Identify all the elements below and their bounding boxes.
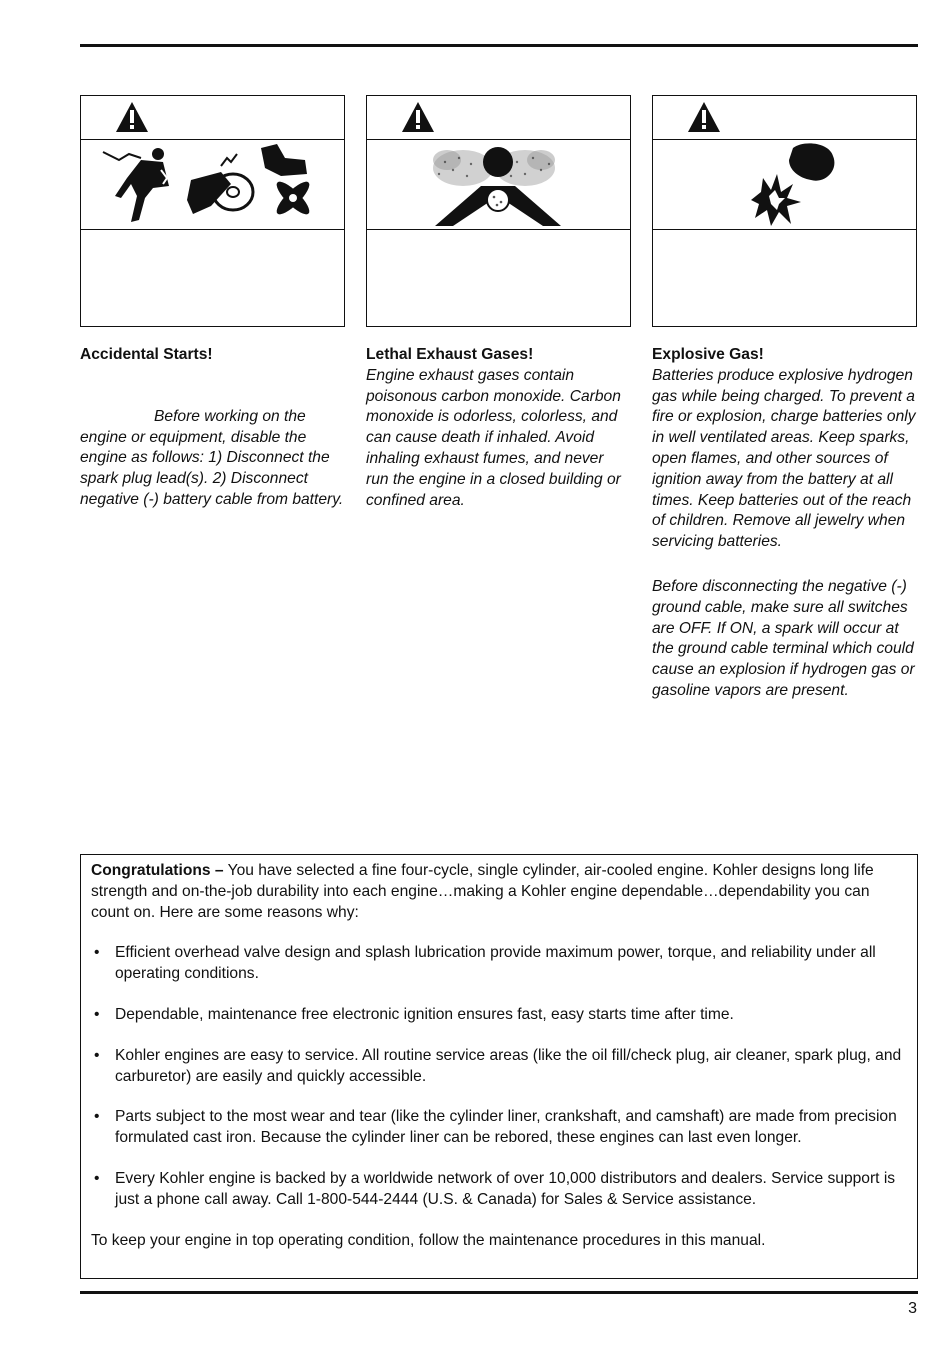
- congratulations-lead: Congratulations –: [91, 862, 224, 879]
- list-item: [91, 1169, 907, 1211]
- page-number: 3: [908, 1300, 917, 1317]
- warning-box-accidental-starts: [80, 95, 345, 327]
- bullet: •: [94, 944, 100, 962]
- top-rule: [80, 44, 918, 47]
- explosion-icon: [653, 140, 915, 229]
- congratulations-intro: [91, 861, 907, 923]
- list-item: [91, 943, 907, 985]
- warning-triangle-icon: [687, 101, 721, 133]
- warning-body: Batteries produce explosive hydrogen gas while being charged. To prevent a fire or explosion, charge batteries only in well ventilated areas. Keep sparks, open flames, and other sources of ignition away from the battery at all times. Keep batteries out of the reach of children. Remove all jewelry when servicing batteries.: [652, 366, 916, 551]
- warning-body-secondary: Before disconnecting the negative (-) ground cable, make sure all switches are OFF. If ON, a spark will occur at the ground cable terminal which could cause an explosion if hydrogen gas or gasoline vapors are present.: [652, 577, 915, 699]
- list-item-text: Efficient overhead valve design and splash lubrication provide maximum power, torque, and reliability under all operating conditions.: [115, 944, 876, 983]
- warning-triangle-icon: [401, 101, 435, 133]
- warning-box-explosive-gas: [652, 95, 917, 327]
- bullet: •: [94, 1108, 100, 1126]
- bottom-rule: [80, 1291, 918, 1294]
- warning-body: Engine exhaust gases contain poisonous carbon monoxide. Carbon monoxide is odorless, colorless, and can cause death if inhaled. Avoid inhaling exhaust fumes, and never run the engine in a closed building or confined area.: [366, 366, 621, 509]
- warning-heading: Lethal Exhaust Gases!: [366, 346, 534, 363]
- warning-text-lethal-exhaust: [366, 345, 628, 511]
- congratulations-box: [80, 854, 918, 1279]
- bullet: •: [94, 1005, 100, 1023]
- bullet: •: [94, 1046, 100, 1064]
- list-item: [91, 1005, 907, 1026]
- bullet: •: [94, 1169, 100, 1187]
- congratulations-intro-text: You have selected a fine four-cycle, single cylinder, air-cooled engine. Kohler designs long life strength and on-the-job durability into each engine…making a Kohler engine dependable…dependability you can count on. Here are some reasons why:: [91, 862, 874, 921]
- warning-triangle-icon: [115, 101, 149, 133]
- toxic-fumes-icon: [367, 140, 629, 229]
- warning-heading: Explosive Gas!: [652, 346, 764, 363]
- congratulations-closing: To keep your engine in top operating condition, follow the maintenance procedures in this manual.: [91, 1231, 766, 1249]
- list-item-text: Every Kohler engine is backed by a worldwide network of over 10,000 distributors and dealers. Service support is just a phone call away. Call 1-800-544-2444 (U.S. & Canada) for Sales & Service assistance.: [115, 1169, 896, 1208]
- list-item: [91, 1046, 907, 1088]
- list-item-text: Dependable, maintenance free electronic ignition ensures fast, easy starts time after time.: [115, 1005, 734, 1023]
- list-item: [91, 1107, 907, 1149]
- warning-text-explosive-gas: [652, 345, 924, 702]
- warning-heading: Accidental Starts!: [80, 346, 213, 363]
- warning-text-accidental-starts: [80, 345, 348, 511]
- reasons-list: [91, 943, 907, 1210]
- list-item-text: Parts subject to the most wear and tear (like the cylinder liner, crankshaft, and camshaft) are made from precision formulated cast iron. Because the cylinder liner can be rebored, these engines can last even longer.: [115, 1108, 897, 1147]
- electrocution-and-moving-parts-icon: [81, 140, 343, 229]
- warning-box-lethal-exhaust: [366, 95, 631, 327]
- warning-body: Before working on the engine or equipment, disable the engine as follows: 1) Disconnect the spark plug lead(s). 2) Disconnect negative (-) battery cable from battery.: [80, 407, 344, 508]
- list-item-text: Kohler engines are easy to service. All routine service areas (like the oil fill/check plug, air cleaner, spark plug, and carburetor) are easily and quickly accessible.: [115, 1046, 902, 1085]
